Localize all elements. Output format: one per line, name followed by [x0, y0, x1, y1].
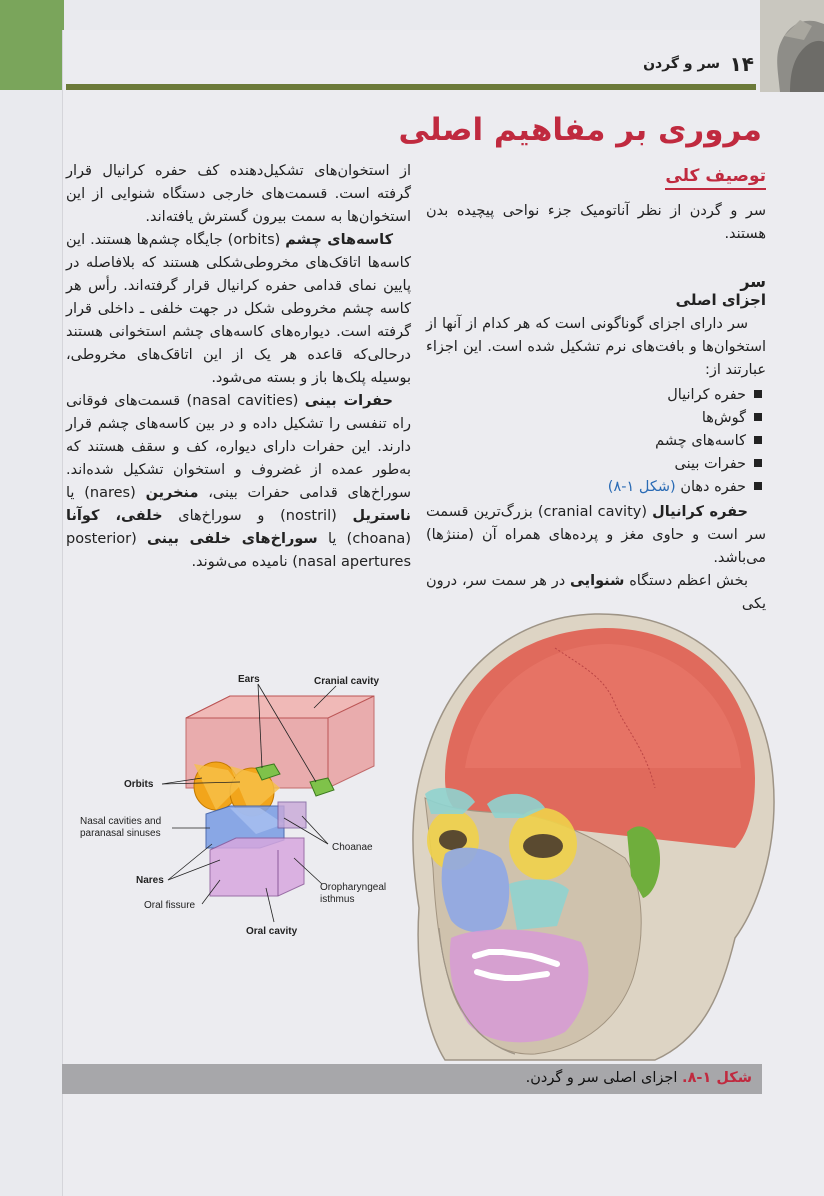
list-item: حفره دهان (شکل ۱-۸)	[426, 476, 766, 499]
label-nares: Nares	[136, 875, 164, 886]
label-nasal-1: Nasal cavities and	[80, 816, 162, 827]
bullet-square-icon	[754, 459, 762, 467]
label-oropharyngeal-1: Oropharyngeal	[320, 882, 387, 893]
left-column	[66, 160, 411, 574]
list-item: حفره کرانیال	[426, 384, 766, 407]
right-column	[426, 166, 766, 616]
bullet-square-icon	[754, 436, 762, 444]
paragraph-hearing-cont: از استخوان‌های تشکیل‌دهنده کف حفره کرانیال قرار گرفته است. قسمت‌های خارجی دستگاه شنوایی از این استخوان‌ها به سمت بیرون گسترش یافته‌اند.	[66, 163, 411, 225]
chapter-title: سر و گردن	[643, 56, 720, 72]
subtitle-overview: توصیف کلی	[665, 166, 766, 190]
book-edge	[0, 0, 64, 90]
label-ears: Ears	[238, 674, 260, 685]
figure-reference-link[interactable]: (شکل ۱-۸)	[607, 479, 676, 495]
skull-illustration	[405, 608, 780, 1063]
label-oral-cavity: Oral cavity	[246, 926, 298, 937]
paragraph-nasal-cavities: حفرات بینی (nasal cavities) قسمت‌های فوقانی راه تنفسی را تشکیل داده و در بین کاسه‌های چشم قرار دارند. این حفرات دارای دیواره، کف و سقف هستند که به‌طور عمده از غضروف و استخوان تشکیل شده‌اند. سوراخ‌های قدامی حفرات بینی، منخرین (nares) یا ناستریل (nostril) و سوراخ‌های خلفی، کوآنا (choana) یا سوراخ‌های خلفی بینی (posterior nasal apertures) نامیده می‌شوند.	[66, 393, 411, 570]
paragraph-orbits: کاسه‌های چشم (orbits) جایگاه چشم‌ها هستند. این کاسه‌ها اتاقک‌های مخروطی‌شکلی هستند که بلافاصله در پایین نمای قدامی حفره کرانیال قرار گرفته‌اند. رأس هر کاسه چشم مخروطی شکل در جهت خلفی ـ داخلی قرار گرفته است. دیواره‌های کاسه‌های چشم استخوانی هستند درحالی‌که قاعده هر یک از این اتاقک‌های مخروطی، بوسیله پلک‌ها باز و بسته می‌شود.	[66, 232, 411, 386]
parts-paragraph: سر دارای اجزای گوناگونی است که هر کدام از آنها از استخوان‌ها و بافت‌های نرم تشکیل شده است. این اجزاء عبارتند از:	[426, 316, 766, 378]
page-header	[66, 52, 754, 82]
label-oropharyngeal-2: isthmus	[320, 894, 355, 905]
intro-paragraph: سر و گردن از نظر آناتومیک جزء نواحی پیچیده بدن هستند.	[426, 203, 766, 242]
header-rule	[66, 84, 756, 90]
page-number: ۱۴	[729, 52, 754, 76]
chapter-thumbnail	[760, 0, 824, 92]
parts-list	[426, 384, 766, 499]
list-item: کاسه‌های چشم	[426, 430, 766, 453]
main-title: مروری بر مفاهیم اصلی	[398, 112, 762, 148]
label-choanae: Choanae	[332, 842, 373, 853]
section-title-head: سر	[740, 272, 766, 291]
bullet-square-icon	[754, 482, 762, 490]
figure-caption-bar	[62, 1064, 762, 1094]
bullet-square-icon	[754, 413, 762, 421]
hearing-paragraph: بخش اعظم دستگاه شنوایی در هر سمت سر، درون یکی	[426, 573, 766, 612]
figure-caption: شکل ۱-۸. اجزای اصلی سر و گردن.	[525, 1070, 752, 1086]
bullet-square-icon	[754, 390, 762, 398]
list-item: گوش‌ها	[426, 407, 766, 430]
list-item: حفرات بینی	[426, 453, 766, 476]
label-orbits: Orbits	[124, 779, 154, 790]
label-oral-fissure: Oral fissure	[144, 900, 196, 911]
subsection-title-main-parts: اجزای اصلی	[675, 291, 766, 309]
label-nasal-2: paranasal sinuses	[80, 828, 161, 839]
cranial-cavity-paragraph: حفره کرانیال (cranial cavity) بزرگ‌ترین قسمت سر است و حاوی مغز و پرده‌های همراه آن (مننژها) می‌باشد.	[426, 504, 766, 566]
head-compartments-diagram	[70, 668, 410, 948]
label-cranial-cavity: Cranial cavity	[314, 676, 380, 687]
